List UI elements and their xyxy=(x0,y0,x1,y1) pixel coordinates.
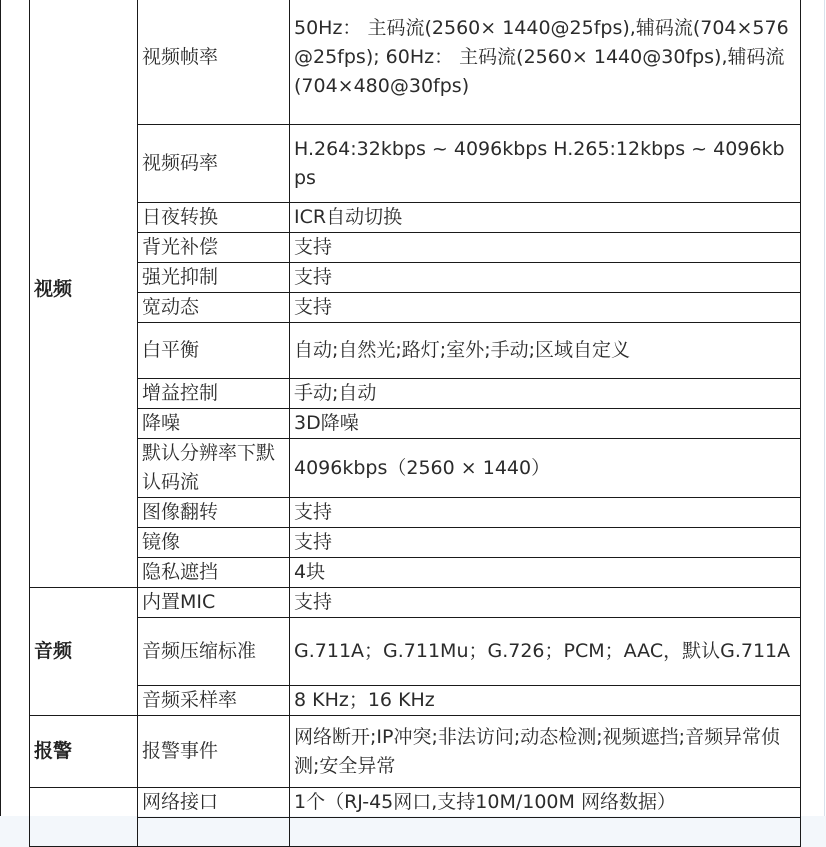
table-row xyxy=(30,125,801,203)
table-row xyxy=(30,716,801,788)
value-cell: 3D降噪 xyxy=(290,409,801,439)
table-row xyxy=(30,788,801,818)
value-cell: 手动;自动 xyxy=(290,379,801,409)
value-cell: 4096kbps（2560 × 1440） xyxy=(290,439,801,498)
value-cell: 网络断开;IP冲突;非法访问;动态检测;视频遮挡;音频异常侦测;安全异常 xyxy=(290,716,801,788)
param-cell: 背光补偿 xyxy=(138,233,290,263)
table-row xyxy=(30,233,801,263)
table-row xyxy=(30,818,801,847)
value-cell: 支持 xyxy=(290,588,801,618)
table-row xyxy=(30,379,801,409)
category-cell: 音频 xyxy=(30,588,138,716)
value-cell: 8 KHz；16 KHz xyxy=(290,686,801,716)
param-cell xyxy=(138,818,290,847)
param-cell: 强光抑制 xyxy=(138,263,290,293)
param-cell: 降噪 xyxy=(138,409,290,439)
param-cell: 报警事件 xyxy=(138,716,290,788)
table-row xyxy=(30,293,801,323)
value-cell: 支持 xyxy=(290,293,801,323)
category-cell: 报警 xyxy=(30,716,138,788)
param-cell: 增益控制 xyxy=(138,379,290,409)
param-cell: 音频采样率 xyxy=(138,686,290,716)
value-cell: 支持 xyxy=(290,528,801,558)
param-cell: 宽动态 xyxy=(138,293,290,323)
table-row xyxy=(30,203,801,233)
param-cell: 视频帧率 xyxy=(138,0,290,125)
table-row xyxy=(30,498,801,528)
value-cell: 50Hz： 主码流(2560× 1440@25fps),辅码流(704×576@25fps); 60Hz： 主码流(2560× 1440@30fps),辅码流(704×480@30fps) xyxy=(290,0,801,125)
value-cell: G.711A；G.711Mu；G.726；PCM；AAC，默认G.711A xyxy=(290,618,801,686)
param-cell: 图像翻转 xyxy=(138,498,290,528)
value-cell: 支持 xyxy=(290,233,801,263)
table-row xyxy=(30,558,801,588)
right-edge-line xyxy=(824,0,825,816)
table-row xyxy=(30,323,801,379)
table-row xyxy=(30,439,801,498)
param-cell: 白平衡 xyxy=(138,323,290,379)
param-cell: 视频码率 xyxy=(138,125,290,203)
table-row xyxy=(30,0,801,125)
param-cell: 日夜转换 xyxy=(138,203,290,233)
param-cell: 音频压缩标准 xyxy=(138,618,290,686)
param-cell: 网络接口 xyxy=(138,788,290,818)
value-cell xyxy=(290,818,801,847)
value-cell: 4块 xyxy=(290,558,801,588)
category-cell xyxy=(30,788,138,847)
category-cell: 视频 xyxy=(30,0,138,588)
param-cell: 内置MIC xyxy=(138,588,290,618)
value-cell: 支持 xyxy=(290,498,801,528)
table-row xyxy=(30,588,801,618)
table-row xyxy=(30,263,801,293)
left-edge-line xyxy=(0,0,1,816)
table-row xyxy=(30,618,801,686)
value-cell: 支持 xyxy=(290,263,801,293)
value-cell: 自动;自然光;路灯;室外;手动;区域自定义 xyxy=(290,323,801,379)
param-cell: 隐私遮挡 xyxy=(138,558,290,588)
value-cell: 1个（RJ-45网口,支持10M/100M 网络数据） xyxy=(290,788,801,818)
table-row xyxy=(30,686,801,716)
param-cell: 镜像 xyxy=(138,528,290,558)
param-cell: 默认分辨率下默认码流 xyxy=(138,439,290,498)
value-cell: ICR自动切换 xyxy=(290,203,801,233)
spec-table xyxy=(29,0,801,847)
value-cell: H.264:32kbps ~ 4096kbps H.265:12kbps ~ 4096kbps xyxy=(290,125,801,203)
table-row xyxy=(30,528,801,558)
table-row xyxy=(30,409,801,439)
